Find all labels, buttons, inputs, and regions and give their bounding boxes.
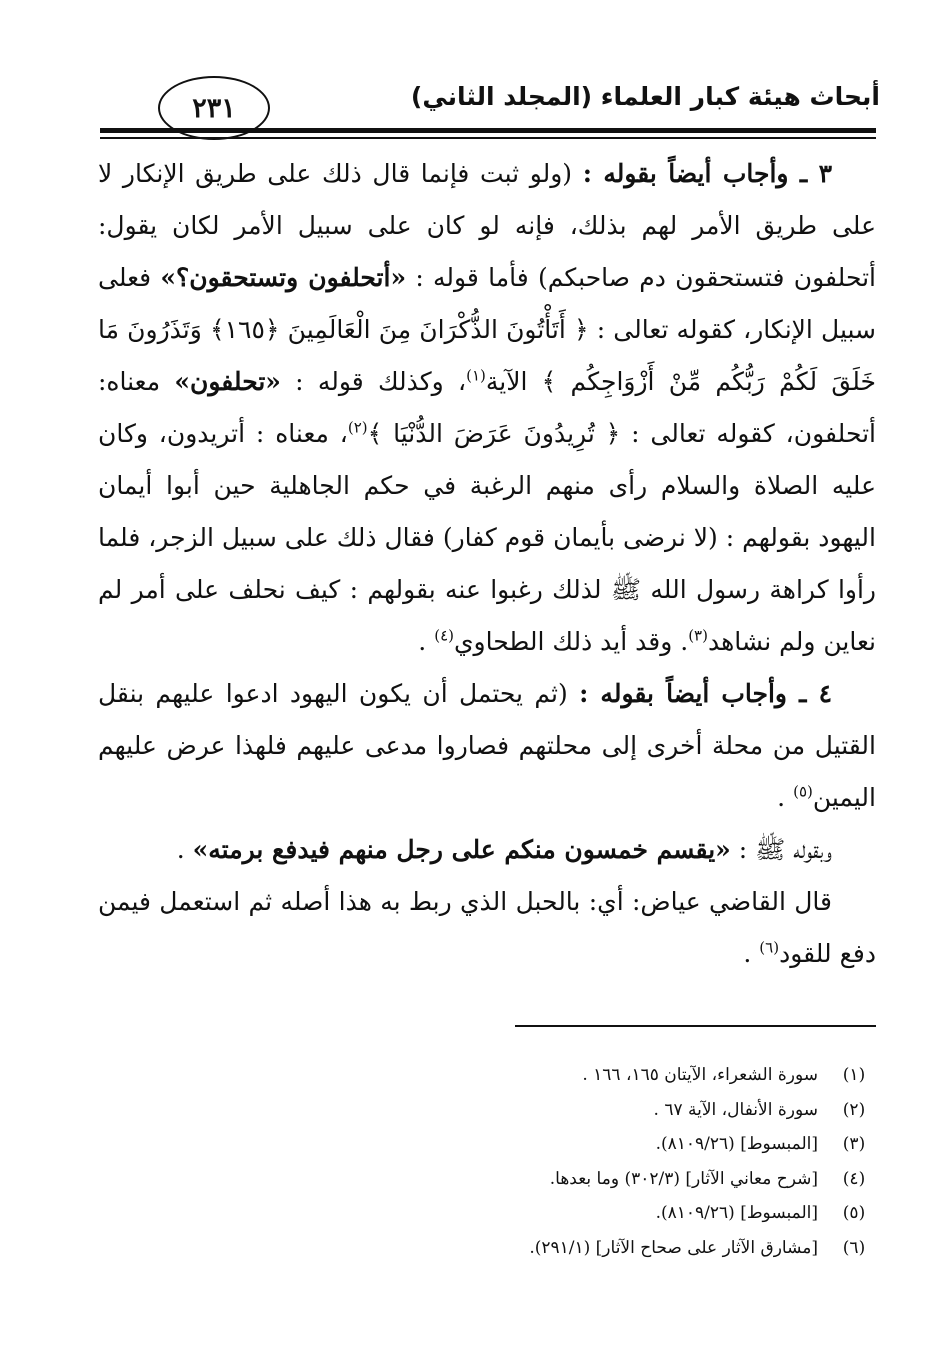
paragraph-text: فعلى سبيل الإنكار، كقوله تعالى : ﴿ أَتَأْتُونَ الذُّكْرَانَ مِنَ الْعَالَمِينَ ﴿١٦٥﴾ وَتَذَرُونَ مَا خَلَقَ لَكُمْ رَبُّكُم مِّنْ أَزْوَاجِكُم ﴾ الآية bbox=[98, 263, 877, 396]
footnote-item bbox=[98, 1058, 876, 1093]
footnote-text: [المبسوط] (٨١٠٩/٢٦). bbox=[655, 1134, 818, 1154]
paragraph-text: . bbox=[176, 835, 193, 864]
footnote-text: سورة الشعراء، الآيتان ١٦٥، ١٦٦ . bbox=[582, 1065, 818, 1085]
paragraph-answer-4 bbox=[98, 668, 876, 824]
footnote-number: (٤) bbox=[842, 1168, 866, 1189]
paragraph-text: . وقد أيد ذلك الطحاوي bbox=[453, 627, 689, 656]
footnote-item bbox=[98, 1093, 876, 1128]
paragraph-text: ، وكذلك قوله : bbox=[280, 367, 467, 396]
quoted-phrase: «أتحلفون وتستحقون؟» bbox=[160, 263, 407, 292]
footnote-marker: (٥) bbox=[793, 782, 813, 801]
paragraph-text: قال القاضي عياض: أي: بالحبل الذي ربط به هذا أصله ثم استعمل فيمن دفع للقود bbox=[98, 887, 876, 968]
footnote-item bbox=[98, 1196, 876, 1231]
paragraph-text: . bbox=[777, 783, 794, 812]
footnote-text: [شرح معاني الآثار] (٣٠٢/٣) وما بعدها. bbox=[549, 1168, 818, 1189]
paragraph-text: وبقوله ﷺ : bbox=[730, 835, 832, 864]
header-rule-thin bbox=[100, 137, 876, 139]
paragraph-hadith bbox=[98, 824, 876, 876]
footnote-item bbox=[98, 1127, 876, 1162]
footnote-marker: (٢) bbox=[347, 418, 368, 437]
paragraph-answer-3 bbox=[98, 148, 876, 668]
footnote-item bbox=[98, 1162, 876, 1197]
main-text bbox=[98, 148, 876, 980]
paragraph-text: . bbox=[418, 627, 435, 656]
paragraph-qadi-iyad bbox=[98, 876, 876, 980]
footnote-text: [مشارق الآثار على صحاح الآثار] (٢٩١/١). bbox=[529, 1237, 818, 1258]
footnote-number: (٢) bbox=[842, 1099, 866, 1120]
footnotes-list bbox=[98, 1058, 876, 1265]
paragraph-text: (ولو ثبت فإنما قال ذلك على طريق الإنكار لا على طريق الأمر لهم بذلك، فإنه لو كان على سبيل الأمر لكان يقول: أتحلفون فتستحقون دم صاحبكم) فأما قوله : bbox=[98, 159, 876, 292]
footnote-item bbox=[98, 1231, 876, 1266]
paragraph-lead: ٤ ـ وأجاب أيضاً بقوله : bbox=[579, 679, 832, 708]
footnote-number: (١) bbox=[842, 1065, 866, 1085]
quoted-phrase: «يقسم خمسون منكم على رجل منهم فيدفع برمته» bbox=[192, 835, 731, 864]
paragraph-text: معناه: أتحلفون، كقوله تعالى : ﴿ تُرِيدُونَ عَرَضَ الدُّنْيَا ﴾ bbox=[98, 367, 876, 448]
footnote-text: [المبسوط] (٨١٠٩/٢٦). bbox=[655, 1203, 818, 1223]
footnote-marker: (١) bbox=[466, 366, 486, 385]
footnote-number: (٥) bbox=[842, 1203, 866, 1223]
footnote-number: (٦) bbox=[842, 1237, 866, 1258]
paragraph-lead: ٣ ـ وأجاب أيضاً بقوله : bbox=[582, 159, 833, 188]
page-number: ٢٣١ bbox=[192, 92, 236, 124]
footnote-text: سورة الأنفال، الآية ٦٧ . bbox=[653, 1099, 818, 1120]
quoted-phrase: «تحلفون» bbox=[174, 367, 281, 396]
footnote-marker: (٦) bbox=[759, 938, 780, 957]
paragraph-text: . bbox=[743, 939, 760, 968]
paragraph-text: ، معناه : أتريدون، وكان عليه الصلاة والسلام رأى منهم الرغبة في حكم الجاهلية حين أبوا أيمان اليهود بقولهم : (لا نرضى بأيمان قوم كفار) فقال ذلك على سبيل الزجر، فلما رأوا كراهة رسول الله ﷺ لذلك رغبوا عنه بقولهم : كيف نحلف على أمر لم نعاين ولم نشاهد bbox=[97, 419, 876, 656]
footnote-marker: (٣) bbox=[688, 626, 708, 645]
footnote-number: (٣) bbox=[842, 1134, 866, 1154]
paragraph-text: (ثم يحتمل أن يكون اليهود ادعوا عليهم بنقل القتيل من محلة أخرى إلى محلتهم فصاروا مدعى عليهم فلهذا عرض عليهم اليمين bbox=[98, 679, 876, 812]
running-header-title: أبحاث هيئة كبار العلماء (المجلد الثاني) bbox=[410, 82, 880, 111]
footnote-separator bbox=[515, 1025, 876, 1027]
footnote-marker: (٤) bbox=[434, 626, 454, 645]
header-rule-thick bbox=[100, 128, 876, 133]
